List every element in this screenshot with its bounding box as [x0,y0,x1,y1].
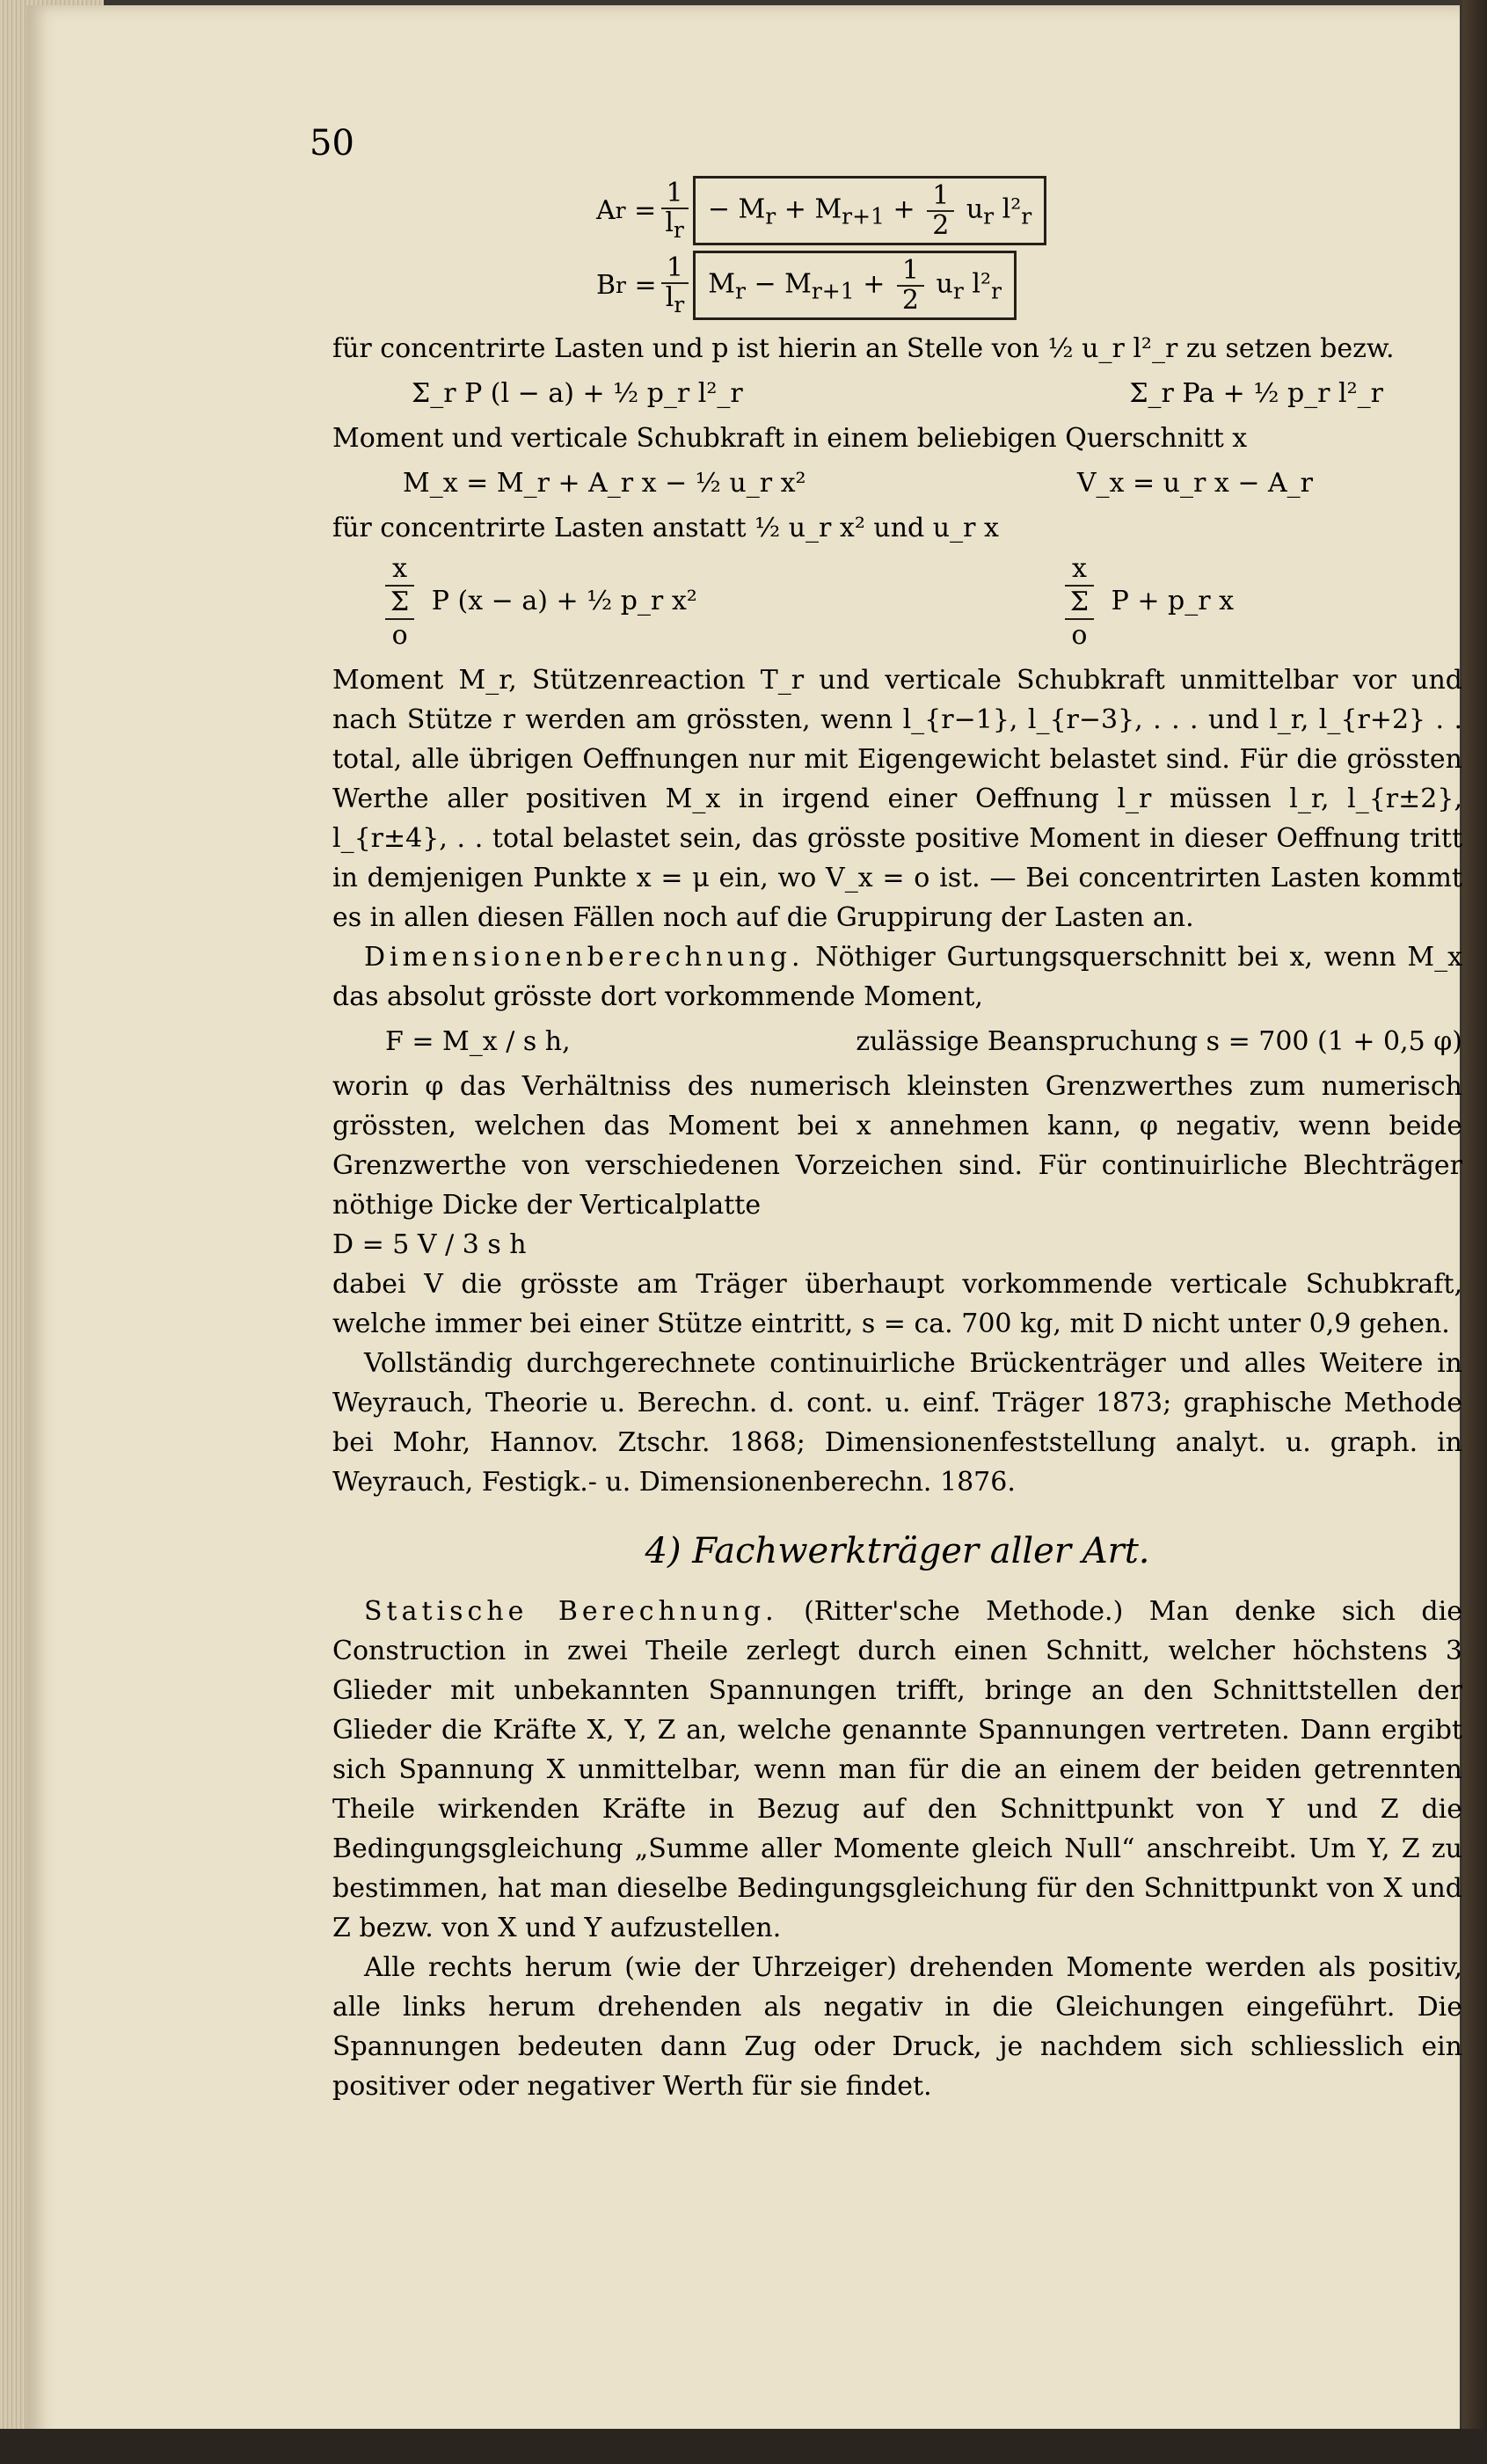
paragraph-references: Vollständig durchgerechnete continuirliche Brückenträger und alles Weitere in Weyrauch, Theorie u. Berechn. d. cont. u. einf. Träger 1873; graphische Methode bei Mohr, Hannov. Ztschr. 1868; Dimensionenfeststellung analyt. u. graph. in Weyrauch, Festigk.- u. Dimensionenberechn. 1876. [332,1348,1462,1498]
page-body [332,123,1462,2106]
paragraph-phi: worin φ das Verhältniss des numerisch kleinsten Grenzwerthes zum numerisch grössten, welchen das Moment bei x annehmen kann, φ negativ, wenn beide Grenzwerthe von verschiedenen Vorzeichen sind. Für continuirliche Blechträger nöthige Dicke der Verticalplatte [332,1071,1462,1221]
paragraph-instead: für concentrirte Lasten anstatt ½ u_r x² und u_r x [332,513,999,543]
paragraph-moment-shear: Moment und verticale Schubkraft in einem beliebigen Querschnitt x [332,423,1248,454]
section-heading: 4) Fachwerkträger aller Art. [645,1531,1150,1571]
sum-row-1 [332,374,1462,413]
sum-formula-left: Σ_r P (l − a) + ½ p_r l²_r [412,378,743,409]
page-number: 50 [310,123,354,164]
formula-f: F = M_x / s h, [385,1026,571,1057]
formula-ar: A r = $\frac{1}{l_r}$ − $M_r + M_{r+1}$ + $\frac{1}{2}$ $u_r$ $l^2_r$ [596,176,1462,245]
paragraph-max-shear: dabei V die grösste am Träger überhaupt vorkommende verticale Schubkraft, welche immer bei einer Stütze eintritt, s = ca. 700 kg, mit D nicht unter 0,9 gehen. [332,1269,1462,1339]
formula-mx: M_x = M_r + A_r x − ½ u_r x² [403,468,806,499]
page-bottom-shadow [0,2429,1487,2464]
sum-formula-right: Σ_r Pa + ½ p_r l²_r [1129,378,1383,409]
book-spine [1462,0,1487,2464]
paragraph-max-moment: Moment M_r, Stützenreaction T_r und verticale Schubkraft unmittelbar vor und nach Stütze r werden am grössten, wenn l_{r−1}, l_{r−3}, . . . und l_r, l_{r+2} . . total, alle übrigen Oeffnungen nur mit Eigengewicht belastet sind. Für die grössten Werthe aller positiven M_x in irgend einer Oeffnung l_r müssen l_r, l_{r±2}, l_{r±4}, . . total belastet sein, das grösste positive Moment in dieser Oeffnung tritt in demjenigen Punkte x = μ ein, wo V_x = o ist. — Bei concentrirten Lasten kommt es in allen diesen Fällen noch auf die Gruppirung der Lasten an. [332,665,1462,933]
f-row [332,1022,1462,1061]
formula-allowed-stress: zulässige Beanspruchung s = 700 (1 + 0,5 φ) [856,1026,1462,1057]
formula-d: D = 5 V / 3 s h [332,1229,527,1260]
mx-vx-row [332,463,1462,503]
paragraph-dimensioning: Dimensionenberechnung. Nöthiger Gurtungsquerschnitt bei x, wenn M_x das absolut grösste dort vorkommende Moment, [332,942,1462,1012]
formula-br: B r = $\frac{1}{l_r}$ $M_r - M_{r+1}$ + $\frac{1}{2}$ $u_r$ $l^2_r$ [596,251,1462,320]
paragraph-ritter-method: Statische Berechnung. (Ritter'sche Methode.) Man denke sich die Construction in zwei Theile zerlegt durch einen Schnitt, welcher höchstens 3 Glieder mit unbekannten Spannungen trifft, bringe an den Schnittstellen der Glieder die Kräfte X, Y, Z an, welche genannte Spannungen vertreten. Dann ergibt sich Spannung X unmittelbar, wenn man für die an einem der beiden getrennten Theile wirkenden Kräfte in Bezug auf den Schnittpunkt von Y und Z die Bedingungsgleichung „Summe aller Momente gleich Null“ anschreibt. Um Y, Z zu bestimmen, hat man dieselbe Bedingungsgleichung für den Schnittpunkt von X und Z bezw. von X und Y aufzustellen. [332,1596,1462,1943]
sum-formula-3: x Σ o P (x − a) + ½ p_r x² [385,553,697,652]
sum-row-2 [332,553,1462,652]
formula-vx: V_x = u_r x − A_r [1076,468,1313,499]
sum-formula-4: x Σ o P + p_r x [1065,553,1234,652]
paragraph-sign-convention: Alle rechts herum (wie der Uhrzeiger) drehenden Momente werden als positiv, alle links herum drehenden als negativ in die Gleichungen eingeführt. Die Spannungen bedeuten dann Zug oder Druck, je nachdem sich schliesslich ein positiver oder negativer Werth für sie findet. [332,1952,1462,2102]
paragraph-concentrated-loads: für concentrirte Lasten und p ist hierin an Stelle von ½ u_r l²_r zu setzen bezw. [332,333,1395,364]
